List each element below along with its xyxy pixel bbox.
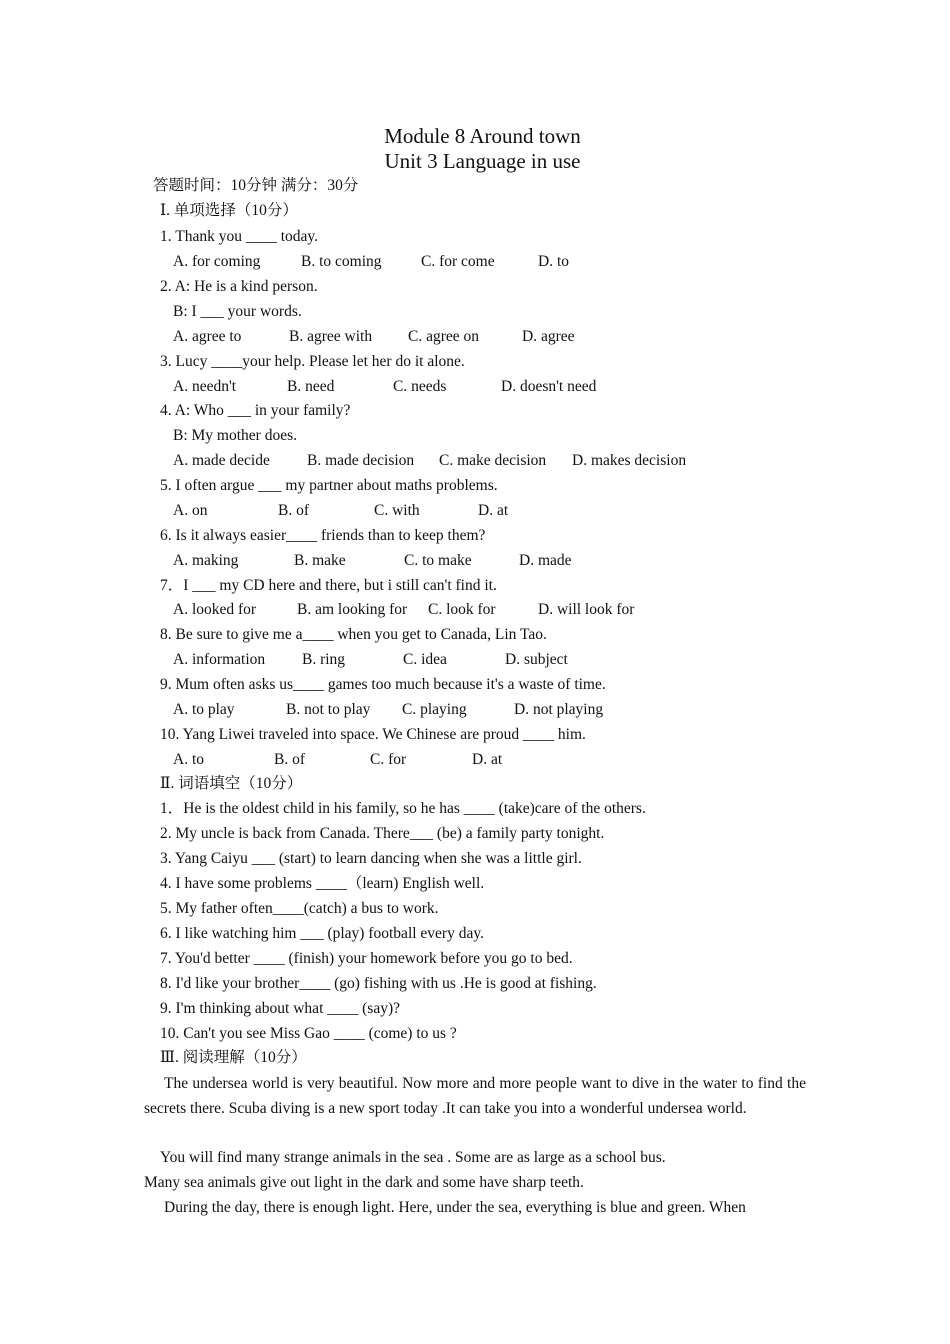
option-a: A. information — [173, 651, 266, 668]
option-c: C. agree on — [408, 328, 480, 345]
fill-in-item: 8. I'd like your brother____ (go) fishing with us .He is good at fishing. — [160, 975, 597, 992]
option-c: C. to make — [404, 552, 472, 569]
option-d: D. makes decision — [572, 452, 687, 469]
option-b: B. not to play — [286, 701, 371, 718]
section-3-heading: Ⅲ. 阅读理解（10分） — [160, 1049, 307, 1066]
option-c: C. playing — [402, 701, 467, 718]
question-stem: 1. Thank you ____ today. — [160, 228, 318, 245]
option-d: D. doesn't need — [501, 378, 597, 395]
option-b: B. need — [287, 378, 335, 395]
option-a: A. agree to — [173, 328, 242, 345]
reading-paragraph-2-line-2: Many sea animals give out light in the dark and some have sharp teeth. — [144, 1174, 584, 1191]
option-d: D. at — [478, 502, 509, 519]
option-b: B. agree with — [289, 328, 373, 345]
option-a: A. on — [173, 502, 208, 519]
option-d: D. at — [472, 751, 503, 768]
option-a: A. making — [173, 552, 239, 569]
document-title: Module 8 Around town — [384, 124, 581, 148]
fill-in-item: 3. Yang Caiyu ___ (start) to learn dancing when she was a little girl. — [160, 850, 582, 867]
question-stem: 10. Yang Liwei traveled into space. We Chinese are proud ____ him. — [160, 726, 586, 743]
question-stem: 8. Be sure to give me a____ when you get to Canada, Lin Tao. — [160, 626, 547, 643]
option-a: A. to play — [173, 701, 235, 718]
fill-in-item: 2. My uncle is back from Canada. There___ (be) a family party tonight. — [160, 825, 605, 842]
question-stem: 4. A: Who ___ in your family? — [160, 402, 351, 419]
option-d: D. not playing — [514, 701, 604, 718]
option-b: B. make — [294, 552, 346, 569]
option-b: B. to coming — [301, 253, 382, 270]
question-stem: 5. I often argue ___ my partner about maths problems. — [160, 477, 498, 494]
document-subtitle: Unit 3 Language in use — [384, 149, 581, 173]
option-a: A. looked for — [173, 601, 257, 618]
option-a: A. needn't — [173, 378, 237, 395]
question-stem: 6. Is it always easier____ friends than to keep them? — [160, 527, 486, 544]
reading-paragraph-2-line-1: You will find many strange animals in the sea . Some are as large as a school bus. — [160, 1149, 666, 1166]
option-b: B. of — [274, 751, 305, 768]
option-d: D. to — [538, 253, 569, 270]
option-a: A. to — [173, 751, 204, 768]
option-d: D. will look for — [538, 601, 635, 618]
section-2-heading: Ⅱ. 词语填空（10分） — [160, 775, 303, 792]
option-b: B. of — [278, 502, 309, 519]
fill-in-item: 4. I have some problems ____（learn) English well. — [160, 875, 485, 892]
option-d: D. subject — [505, 651, 568, 668]
option-c: C. idea — [403, 651, 447, 668]
option-c: C. for — [370, 751, 407, 768]
fill-in-item: 9. I'm thinking about what ____ (say)? — [160, 1000, 400, 1017]
option-c: C. make decision — [439, 452, 547, 469]
option-b: B. am looking for — [297, 601, 408, 618]
fill-in-item: 10. Can't you see Miss Gao ____ (come) to us ? — [160, 1025, 457, 1042]
fill-in-item: 5. My father often____(catch) a bus to work. — [160, 900, 439, 917]
option-a: A. for coming — [173, 253, 261, 270]
option-c: C. look for — [428, 601, 496, 618]
reading-paragraph-1: The undersea world is very beautiful. Now more and more people want to dive in the water to find the secrets there. Scuba diving is a new sport today .It can take you into a wonderful undersea world. — [144, 1075, 806, 1117]
option-b: B. made decision — [307, 452, 415, 469]
question-stem-line-2: B: My mother does. — [173, 427, 297, 444]
option-c: C. for come — [421, 253, 495, 270]
option-c: C. needs — [393, 378, 447, 395]
exam-meta: 答题时间：10分钟 满分：30分 — [153, 177, 359, 194]
question-stem: 7．I ___ my CD here and there, but i still can't find it. — [160, 577, 497, 594]
question-stem: 3. Lucy ____your help. Please let her do it alone. — [160, 353, 465, 370]
option-a: A. made decide — [173, 452, 270, 469]
fill-in-item: 7. You'd better ____ (finish) your homework before you go to bed. — [160, 950, 573, 967]
option-d: D. agree — [522, 328, 575, 345]
option-c: C. with — [374, 502, 420, 519]
fill-in-item: 1．He is the oldest child in his family, so he has ____ (take)care of the others. — [160, 800, 646, 817]
reading-paragraph-3: During the day, there is enough light. Here, under the sea, everything is blue and green. When — [164, 1199, 746, 1216]
question-stem-line-2: B: I ___ your words. — [173, 303, 302, 320]
question-stem: 9. Mum often asks us____ games too much because it's a waste of time. — [160, 676, 606, 693]
option-d: D. made — [519, 552, 572, 569]
option-b: B. ring — [302, 651, 346, 668]
fill-in-item: 6. I like watching him ___ (play) football every day. — [160, 925, 484, 942]
question-stem: 2. A: He is a kind person. — [160, 278, 318, 295]
section-1-heading: Ⅰ. 单项选择（10分） — [160, 202, 298, 219]
